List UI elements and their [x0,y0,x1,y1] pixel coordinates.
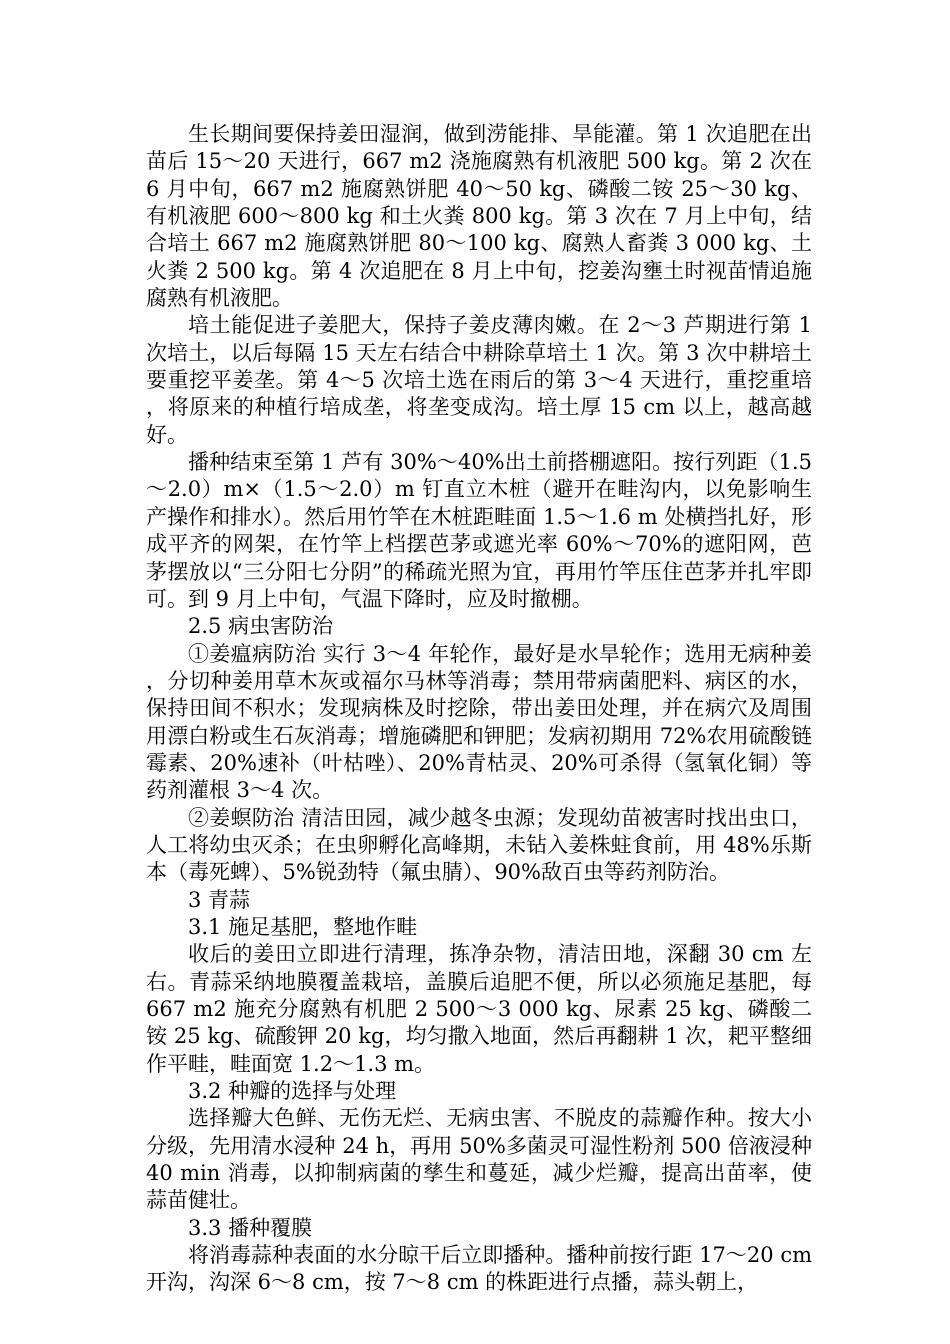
section-heading-3-3: 3.3 播种覆膜 [188,1215,313,1240]
section-heading-3-2: 3.2 种瓣的选择与处理 [188,1079,397,1104]
paragraph-shading: 播种结束至第 1 芦有 30%～40%出土前搭棚遮阳。按行列距（1.5～2.0）m×（1.5～2.0）m 钉直立木桩（避开在畦沟内，以免影响生产操作和排水）。然后用竹竿在木桩距畦面 1.5～1.6 m 处横挡扎好，形成平齐的网架，在竹竿上档摆芭茅或遮光率 60%～70%的遮阳网，芭茅摆放以“三分阳七分阴”的稀疏光照为宜，再用竹竿压住芭茅并扎牢即可。到 9 月上中旬，气温下降时，应及时撤棚。 [146,450,812,611]
section-heading-2-5: 2.5 病虫害防治 [188,614,334,639]
paragraph-earthing-up: 培土能促进子姜肥大，保持子姜皮薄肉嫩。在 2～3 芦期进行第 1 次培土，以后每隔 15 天左右结合中耕除草培土 1 次。第 3 次中耕培土要重挖平姜垄。第 4～5 次培土选在雨后的第 3～4 天进行，重挖重培，将原来的种植行培成垄，将垄变成沟。培土厚 15 cm 以上，越高越好。 [146,313,812,447]
paragraph-base-fertilizer: 收后的姜田立即进行清理，拣净杂物，清洁田地，深翻 30 cm 左右。青蒜采纳地膜覆盖栽培，盖膜后追肥不便，所以必须施足基肥，每 667 m2 施充分腐熟有机肥 2 500～3 000 kg、尿素 25 kg、磷酸二铵 25 kg、硫酸钾 20 kg，均匀撒入地面，然后再翻耕 1 次，耙平整细作平畦，畦面宽 1.2～1.3 m。 [146,942,812,1076]
paragraph-clove-selection: 选择瓣大色鲜、无伤无烂、无病虫害、不脱皮的蒜瓣作种。按大小分级，先用清水浸种 24 h，再用 50%多菌灵可湿性粉剂 500 倍液浸种 40 min 消毒，以抑制病菌的孳生和蔓延，减少烂瓣，提高出苗率，使蒜苗健壮。 [146,1106,812,1213]
section-heading-3: 3 青蒜 [188,887,251,912]
paragraph-borer-control: ②姜螟防治 清洁田园，减少越冬虫源；发现幼苗被害时找出虫口，人工将幼虫灭杀；在虫卵孵化高峰期，未钻入姜株蛀食前，用 48%乐斯本（毒死蜱）、5%锐劲特（氟虫腈）、90%敌百虫等药剂防治。 [146,805,812,885]
paragraph-sowing: 将消毒蒜种表面的水分晾干后立即播种。播种前按行距 17～20 cm 开沟，沟深 6～8 cm，按 7～8 cm 的株距进行点播，蒜头朝上， [146,1243,812,1295]
section-heading-3-1: 3.1 施足基肥，整地作畦 [188,914,418,939]
document-body [146,121,812,1297]
paragraph-bacterial-wilt: ①姜瘟病防治 实行 3～4 年轮作，最好是水旱轮作；选用无病种姜，分切种姜用草木灰或福尔马林等消毒；禁用带病菌肥料、病区的水，保持田间不积水；发现病株及时挖除，带出姜田处理，并在病穴及周围用漂白粉或生石灰消毒；增施磷肥和钾肥；发病初期用 72%农用硫酸链霉素、20%速补（叶枯唑）、20%青枯灵、20%可杀得（氢氧化铜）等药剂灌根 3～4 次。 [146,641,812,803]
paragraph-topdressing: 生长期间要保持姜田湿润，做到涝能排、旱能灌。第 1 次追肥在出苗后 15～20 天进行，667 m2 浇施腐熟有机液肥 500 kg。第 2 次在 6 月中旬，667 m2 施腐熟饼肥 40～50 kg、磷酸二铵 25～30 kg、有机液肥 600～800 kg 和土火粪 800 kg。第 3 次在 7 月上中旬，结合培土 667 m2 施腐熟饼肥 80～100 kg、腐熟人畜粪 3 000 kg、土火粪 2 500 kg。第 4 次追肥在 8 月上中旬，挖姜沟壅土时视苗情追施腐熟有机液肥。 [146,122,812,311]
